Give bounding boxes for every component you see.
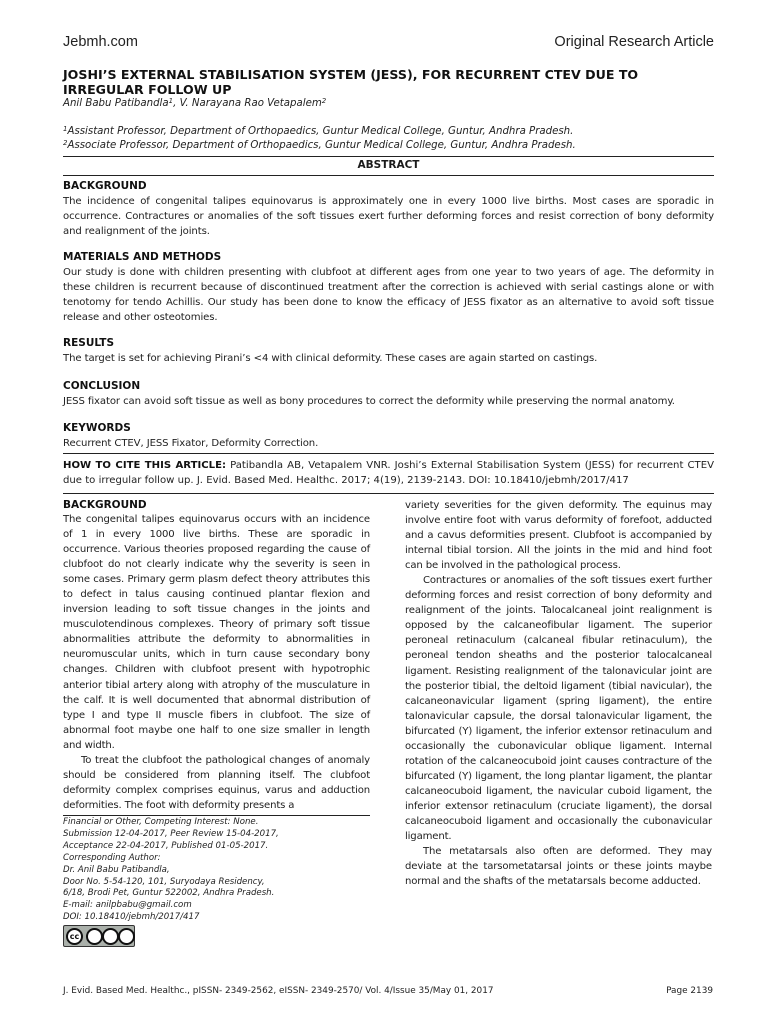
footnote-address-2: 6/18, Brodi Pet, Guntur 522002, Andhra Pradesh. (63, 888, 275, 899)
body-paragraph: The congenital talipes equinovarus occurs with an incidence of 1 in every 1000 live births. These are sporadic in occurrence. Various theories proposed regarding the cause of clubfoot do not clearly indicate why the severity is seen in some cases. Primary germ plasm defect theory attributes this to defect in talus causing continued plantar flexion and inversion leading to soft tissue changes in the joints and musculotendinous complexes. Theory of primary soft tissue abnormalities attribute the deformity to abnormalities in neuromuscular units, which in turn cause secondary bony changes. Children with clubfoot present with hypotrophic anterior tibial artery along with atrophy of the musculature in the calf. It is well documented that abnormal distribution of type I and type II muscle fibers in clubfoot. The size of abnormal foot maybe one half to one size smaller in length and width. (63, 514, 370, 751)
divider (63, 175, 714, 176)
abstract-results-text: The target is set for achieving Pirani’s <4 with clinical deformity. These cases are again started on castings. (63, 353, 598, 364)
abstract-results (63, 337, 714, 366)
cc-nc-icon (102, 928, 119, 945)
body-background-heading: BACKGROUND (63, 499, 147, 511)
footnote-doi[interactable]: DOI: 10.18410/jebmh/2017/417 (63, 912, 200, 923)
divider (63, 156, 714, 157)
footnote-block (63, 817, 370, 924)
affiliation-2 (63, 140, 576, 151)
affiliation-2-text: Associate Professor, Department of Orthopaedics, Guntur Medical College, Guntur, Andhra Pradesh. (67, 140, 576, 151)
body-column-right (405, 498, 712, 889)
author-1-sup: 1 (168, 97, 174, 105)
citation-label: HOW TO CITE THIS ARTICLE: (63, 460, 227, 471)
affiliation-1 (63, 126, 573, 137)
article-type: Original Research Article (554, 34, 714, 50)
divider (63, 453, 714, 454)
footnote-acceptance: Acceptance 22-04-2017, Published 01-05-2017. (63, 840, 269, 851)
divider (63, 493, 714, 494)
body-column-left (63, 498, 370, 813)
abstract-keywords (63, 422, 714, 451)
footnote-corresponding-label: Corresponding Author: (63, 852, 161, 863)
cc-license-badge[interactable] (63, 925, 135, 947)
site-name[interactable]: Jebmh.com (63, 34, 138, 50)
cc-nd-icon (118, 928, 135, 945)
author-2: V. Narayana Rao Vetapalem (179, 98, 322, 109)
abstract-background-text: The incidence of congenital talipes equinovarus is approximately one in every 1000 live births. Most cases are sporadic in occurrence. Contractures or anomalies of the soft tissues exert further deforming forces and resist correction of bony deformity and realignment of the joints. (63, 196, 714, 237)
footnote-divider (63, 815, 370, 816)
citation-block (63, 458, 714, 488)
abstract-conclusion-text: JESS fixator can avoid soft tissue as well as bony procedures to correct the deformity while preserving the normal anatomy. (63, 396, 675, 407)
footnote-submission: Submission 12-04-2017, Peer Review 15-04-2017, (63, 828, 279, 839)
author-separator: , (173, 98, 180, 109)
abstract-results-heading: RESULTS (63, 337, 115, 349)
article-title: JOSHI’S EXTERNAL STABILISATION SYSTEM (JESS), FOR RECURRENT CTEV DUE TO IRREGULAR FOLLOW UP (63, 67, 639, 97)
footnote-author-name: Dr. Anil Babu Patibandla, (63, 864, 170, 875)
abstract-conclusion (63, 380, 714, 409)
footnote-address-1: Door No. 5-54-120, 101, Suryodaya Residency, (63, 876, 265, 887)
page-header (63, 34, 714, 54)
author-list (63, 98, 326, 109)
abstract-heading: ABSTRACT (357, 159, 420, 171)
body-paragraph: variety severities for the given deformity. The equinus may involve entire foot with varus deformity of forefoot, adducted and a cavus deformities present. Clubfoot is accompanied by internal tibial torsion. All the joints in the mid and hind foot can be involved in the pathological process. (405, 500, 712, 572)
author-2-sup: 2 (321, 97, 327, 105)
abstract-methods-heading: MATERIALS AND METHODS (63, 251, 222, 263)
cc-icon: cc (66, 928, 83, 945)
affiliation-1-sup: 1 (63, 125, 68, 133)
citation-text[interactable]: Patibandla AB, Vetapalem VNR. Joshi’s External Stabilisation System (JESS) for recurrent CTEV due to irregular follow up. J. Evid. Based Med. Healthc. 2017; 4(19), 2139-2143. DOI: 10.18410/jebmh/2017/417 (63, 460, 714, 486)
abstract-conclusion-heading: CONCLUSION (63, 380, 141, 392)
affiliation-2-sup: 2 (63, 139, 68, 147)
abstract-methods-text: Our study is done with children presenting with clubfoot at different ages from one year to two years of age. The deformity in these children is recurrent because of discontinued treatment after the correction is achieved with serial castings alone or with tenotomy for tendo Achillis. Our study has been done to know the efficacy of JESS fixator as an alternative to avoid soft tissue release and other osteotomies. (63, 267, 714, 323)
abstract-background-heading: BACKGROUND (63, 180, 147, 192)
abstract-methods (63, 251, 714, 325)
page-number: Page 2139 (666, 986, 713, 996)
body-paragraph: To treat the clubfoot the pathological changes of anomaly should be considered from planning itself. The clubfoot deformity complex comprises equinus, varus and adduction deformities. The foot with deformity presents a (63, 754, 370, 811)
author-1: Anil Babu Patibandla (63, 98, 169, 109)
journal-footer: J. Evid. Based Med. Healthc., pISSN- 2349-2562, eISSN- 2349-2570/ Vol. 4/Issue 35/May 01, 2017 (63, 986, 494, 996)
abstract-keywords-heading: KEYWORDS (63, 422, 131, 434)
footnote-competing-interest: Financial or Other, Competing Interest: None. (63, 817, 259, 827)
body-paragraph: The metatarsals also often are deformed. They may deviate at the tarsometatarsal joints or these joints maybe normal and the shafts of the metatarsals become adducted. (405, 846, 712, 888)
abstract-keywords-text: Recurrent CTEV, JESS Fixator, Deformity Correction. (63, 438, 319, 449)
cc-by-icon (86, 928, 103, 945)
footnote-email[interactable]: E-mail: anilpbabu@gmail.com (63, 900, 192, 911)
body-paragraph: Contractures or anomalies of the soft tissues exert further deforming forces and resist correction of bony deformity and realignment of the joints. Talocalcaneal joint realignment is opposed by the calcaneofibular ligament. The superior peroneal retinaculum (calcaneal fibular retinaculum), the peroneal tendon sheaths and the posterior talocalcaneal ligament. Resisting realignment of the talonavicular joint are the posterior tibial, the deltoid ligament (tibial navicular), the calcaneonavicular ligament (spring ligament), the entire talonavicular capsule, the dorsal talonavicular ligament, the bifurcated (Y) ligament, the inferior extensor retinaculum and occasionally the cubonavicular oblique ligament. Internal rotation of the calcaneocuboid joint causes contracture of the bifurcated (Y) ligament, the long plantar ligament, the plantar calcaneocuboid ligament, the navicular cuboid ligament, the inferior extensor retinaculum (cruciate ligament), the dorsal calcaneocuboid ligament and occasionally the cubonavicular ligament. (405, 575, 712, 843)
affiliation-1-text: Assistant Professor, Department of Orthopaedics, Guntur Medical College, Guntur, Andhra Pradesh. (67, 126, 574, 137)
abstract-background (63, 180, 714, 239)
